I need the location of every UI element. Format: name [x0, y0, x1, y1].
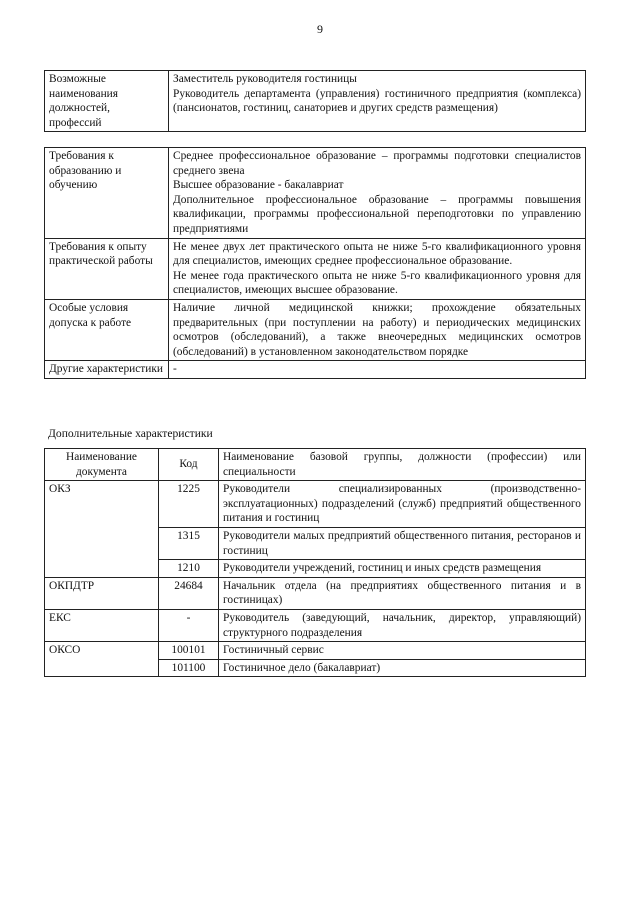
page-number: 9 [317, 22, 323, 36]
table-row [45, 361, 586, 379]
table-row [45, 71, 586, 132]
cell-code: 101100 [159, 659, 219, 677]
cell-name: Гостиничное дело (бакалавриат) [219, 659, 586, 677]
header-doc: Наименование документа [45, 449, 159, 481]
position-line: Руководитель департамента (управления) гостиничного предприятия (комплекса) (пансионатов, гостиниц, санаториев и других средств размещения) [173, 87, 581, 115]
additional-title: Дополнительные характеристики [48, 427, 213, 440]
cell-code: 24684 [159, 577, 219, 609]
table-row [45, 642, 586, 660]
cell-code: - [159, 609, 219, 641]
table-row [45, 299, 586, 360]
cell-doc: ОКПДТР [45, 577, 159, 609]
admission-label: Особые условия допуска к работе [45, 299, 169, 360]
experience-line: Не менее года практического опыта не ниже 5-го квалификационного уровня для специалистов, имеющих высшее образование. [173, 269, 581, 297]
table-row [45, 481, 586, 528]
education-value [169, 148, 586, 239]
header-code: Код [159, 449, 219, 481]
additional-table [44, 448, 586, 677]
admission-value [169, 299, 586, 360]
education-line: Высшее образование - бакалавриат [173, 179, 344, 192]
education-line: Среднее профессиональное образование – программы подготовки специалистов среднего звена [173, 150, 581, 177]
cell-code: 100101 [159, 642, 219, 660]
education-label: Требования к образованию и обучению [45, 148, 169, 239]
cell-name: Руководитель (заведующий, начальник, директор, управляющий) структурного подразделения [219, 609, 586, 641]
table-header-row [45, 449, 586, 481]
experience-line: Не менее двух лет практического опыта не ниже 5-го квалификационного уровня для специалистов, имеющих среднее профессиональное образование. [173, 240, 581, 268]
positions-value [169, 71, 586, 132]
cell-doc: ОКСО [45, 642, 159, 677]
other-value [169, 361, 586, 379]
admission-line: Наличие личной медицинской книжки; прохождение обязательных предварительных (при поступлении на работу) и периодических медицинских осмотров (обследований), а также внеочередных медицинских осмотров (обследований) в установленном законодательством порядке [173, 301, 581, 358]
other-line: - [173, 363, 177, 376]
cell-name: Гостиничный сервис [219, 642, 586, 660]
cell-code: 1210 [159, 560, 219, 578]
cell-code: 1225 [159, 481, 219, 528]
cell-name: Руководители специализированных (производственно-эксплуатационных) подразделений (служб) предприятий общественного питания и гостиниц [219, 481, 586, 528]
requirements-table [44, 147, 586, 379]
other-label: Другие характеристики [45, 361, 169, 379]
positions-table [44, 70, 586, 132]
header-name: Наименование базовой группы, должности (профессии) или специальности [219, 449, 586, 481]
table-row [45, 609, 586, 641]
cell-name: Руководители учреждений, гостиниц и иных средств размещения [219, 560, 586, 578]
cell-doc: ЕКС [45, 609, 159, 641]
table-row [45, 238, 586, 299]
cell-code: 1315 [159, 527, 219, 559]
experience-label: Требования к опыту практической работы [45, 238, 169, 299]
cell-name: Руководители малых предприятий общественного питания, ресторанов и гостиниц [219, 527, 586, 559]
cell-doc: ОКЗ [45, 481, 159, 578]
cell-name: Начальник отдела (на предприятиях общественного питания и в гостиницах) [219, 577, 586, 609]
table-row [45, 148, 586, 239]
position-line: Заместитель руководителя гостиницы [173, 73, 357, 85]
positions-label: Возможные наименования должностей, профессий [45, 71, 169, 132]
education-line: Дополнительное профессиональное образование – программы повышения квалификации, программы профессиональной переподготовки по управлению предприятиями [173, 193, 581, 235]
table-row [45, 577, 586, 609]
experience-value [169, 238, 586, 299]
